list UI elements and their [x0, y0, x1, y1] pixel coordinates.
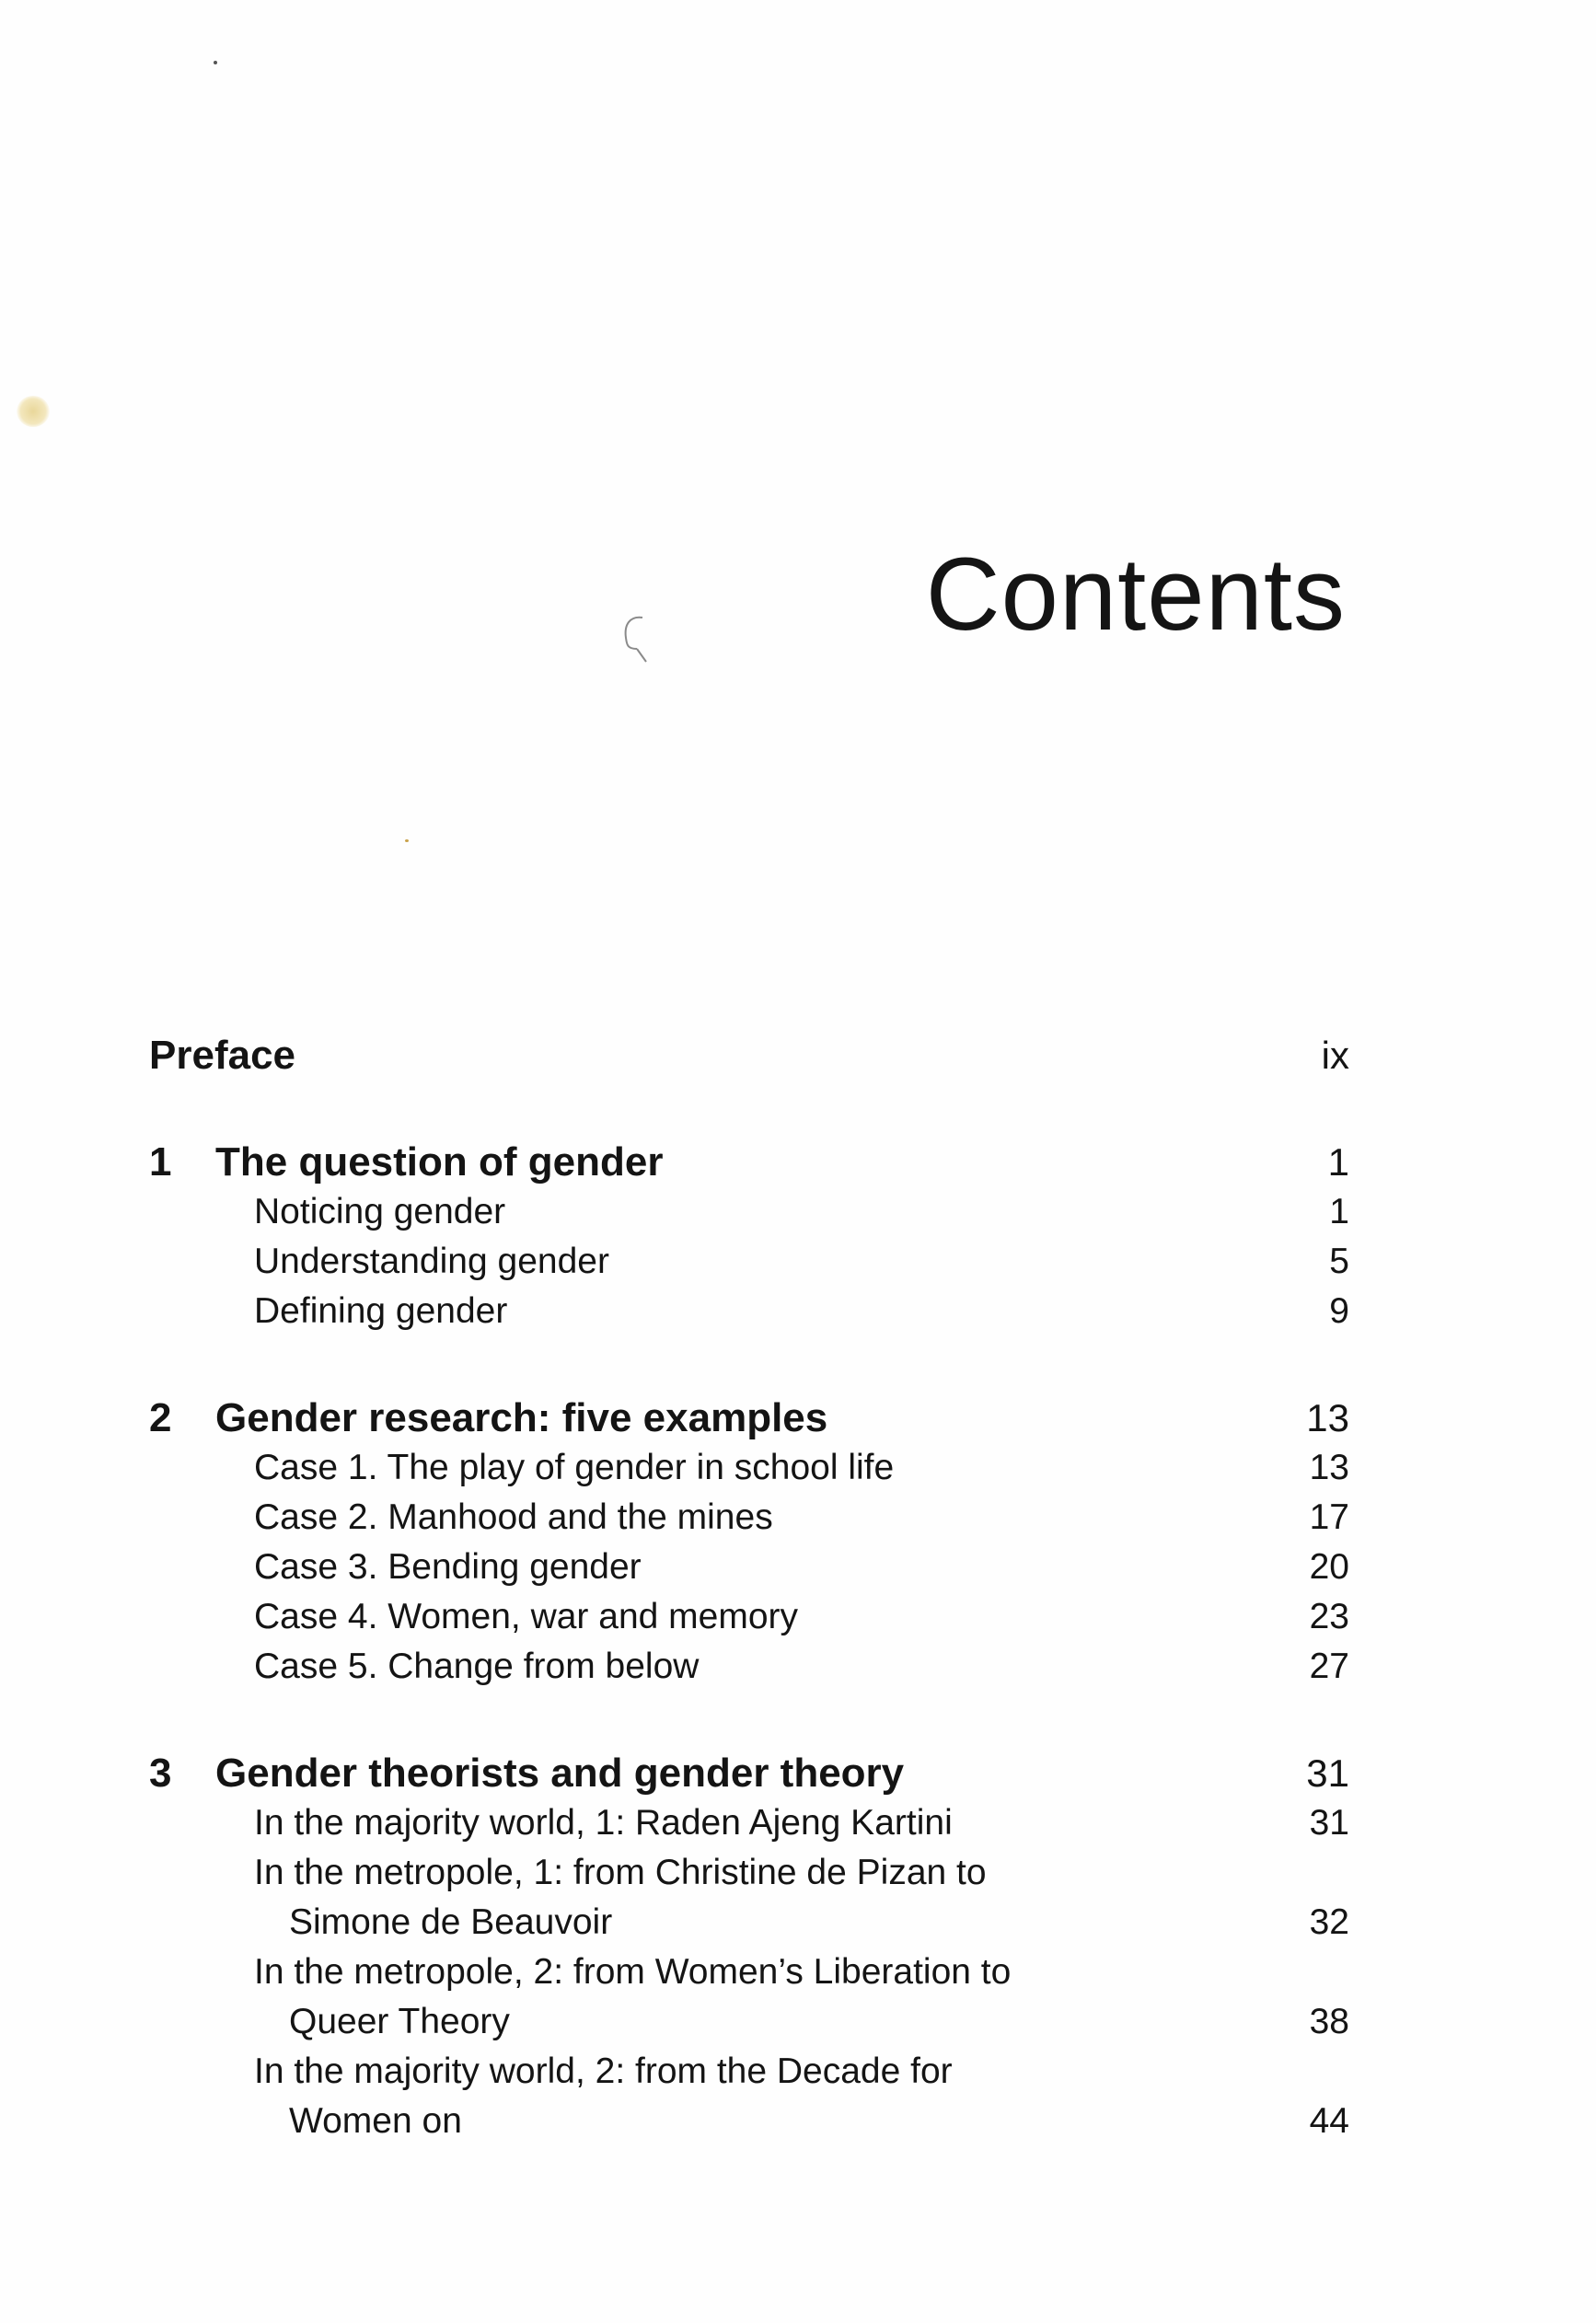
- toc-entry-preface[interactable]: [149, 1031, 1349, 1081]
- page-title: Contents: [925, 537, 1346, 652]
- toc-chapter-3[interactable]: [149, 1749, 1349, 1798]
- section-label: Case 3. Bending gender: [254, 1547, 642, 1587]
- page-number: 44: [1309, 2101, 1349, 2141]
- section-label: In the majority world, 2: from the Decade for: [254, 2051, 953, 2091]
- page-number: 20: [1309, 1547, 1349, 1587]
- page-number: 17: [1309, 1497, 1349, 1537]
- page-number: 27: [1309, 1647, 1349, 1686]
- page-number: 1: [1329, 1192, 1349, 1231]
- toc-section[interactable]: [149, 1947, 1349, 1997]
- section-label: Case 5. Change from below: [254, 1647, 700, 1686]
- chapter-number: 3: [149, 1751, 172, 1796]
- scan-dot: [405, 839, 409, 842]
- page-number: 31: [1309, 1803, 1349, 1843]
- toc-section[interactable]: [149, 1642, 1349, 1692]
- page-number: 31: [1306, 1751, 1349, 1795]
- toc-section[interactable]: [149, 1187, 1349, 1237]
- toc-section[interactable]: [149, 1848, 1349, 1898]
- section-label: Case 2. Manhood and the mines: [254, 1497, 773, 1537]
- page-number: 1: [1327, 1140, 1349, 1184]
- toc-section[interactable]: [149, 1237, 1349, 1287]
- page-number: 5: [1329, 1242, 1349, 1281]
- entry-label: Preface: [149, 1033, 296, 1078]
- section-label: Noticing gender: [254, 1192, 506, 1231]
- section-label-continued: Simone de Beauvoir: [289, 1902, 613, 1942]
- section-label: In the metropole, 2: from Women’s Liberation to: [254, 1952, 1012, 1992]
- toc-chapter-2[interactable]: [149, 1393, 1349, 1443]
- toc-section-continuation[interactable]: [149, 2097, 1349, 2146]
- toc-section[interactable]: [149, 1592, 1349, 1642]
- page-number: 13: [1309, 1448, 1349, 1487]
- chapter-number: 1: [149, 1139, 172, 1185]
- section-label-continued: Women on: [289, 2101, 462, 2141]
- chapter-title: The question of gender: [215, 1139, 664, 1185]
- section-label-continued: Queer Theory: [289, 2002, 510, 2041]
- toc-section[interactable]: [149, 1543, 1349, 1592]
- chapter-title: Gender theorists and gender theory: [215, 1751, 905, 1796]
- toc-section[interactable]: [149, 1443, 1349, 1493]
- toc-section[interactable]: [149, 1798, 1349, 1848]
- page-number: 23: [1309, 1597, 1349, 1636]
- section-label: In the majority world, 1: Raden Ajeng Kartini: [254, 1803, 953, 1843]
- page-number: ix: [1321, 1034, 1349, 1077]
- toc-section[interactable]: [149, 1493, 1349, 1543]
- table-of-contents: [149, 1031, 1349, 2146]
- pencil-mark-icon: [617, 612, 663, 676]
- scan-smudge: [17, 396, 50, 427]
- toc-section-continuation[interactable]: [149, 1898, 1349, 1947]
- toc-section[interactable]: [149, 2047, 1349, 2097]
- page-number: 32: [1309, 1902, 1349, 1942]
- page-number: 38: [1309, 2002, 1349, 2041]
- toc-section[interactable]: [149, 1287, 1349, 1336]
- section-label: Case 4. Women, war and memory: [254, 1597, 798, 1636]
- toc-chapter-1[interactable]: [149, 1138, 1349, 1187]
- section-label: Understanding gender: [254, 1242, 609, 1281]
- page-number: 13: [1306, 1396, 1349, 1439]
- chapter-number: 2: [149, 1395, 172, 1440]
- section-label: In the metropole, 1: from Christine de Pizan to: [254, 1853, 987, 1892]
- page-number: 9: [1329, 1291, 1349, 1331]
- section-label: Defining gender: [254, 1291, 508, 1331]
- chapter-title: Gender research: five examples: [215, 1395, 828, 1440]
- scan-dot: [214, 61, 217, 64]
- toc-section-continuation[interactable]: [149, 1997, 1349, 2047]
- section-label: Case 1. The play of gender in school life: [254, 1448, 895, 1487]
